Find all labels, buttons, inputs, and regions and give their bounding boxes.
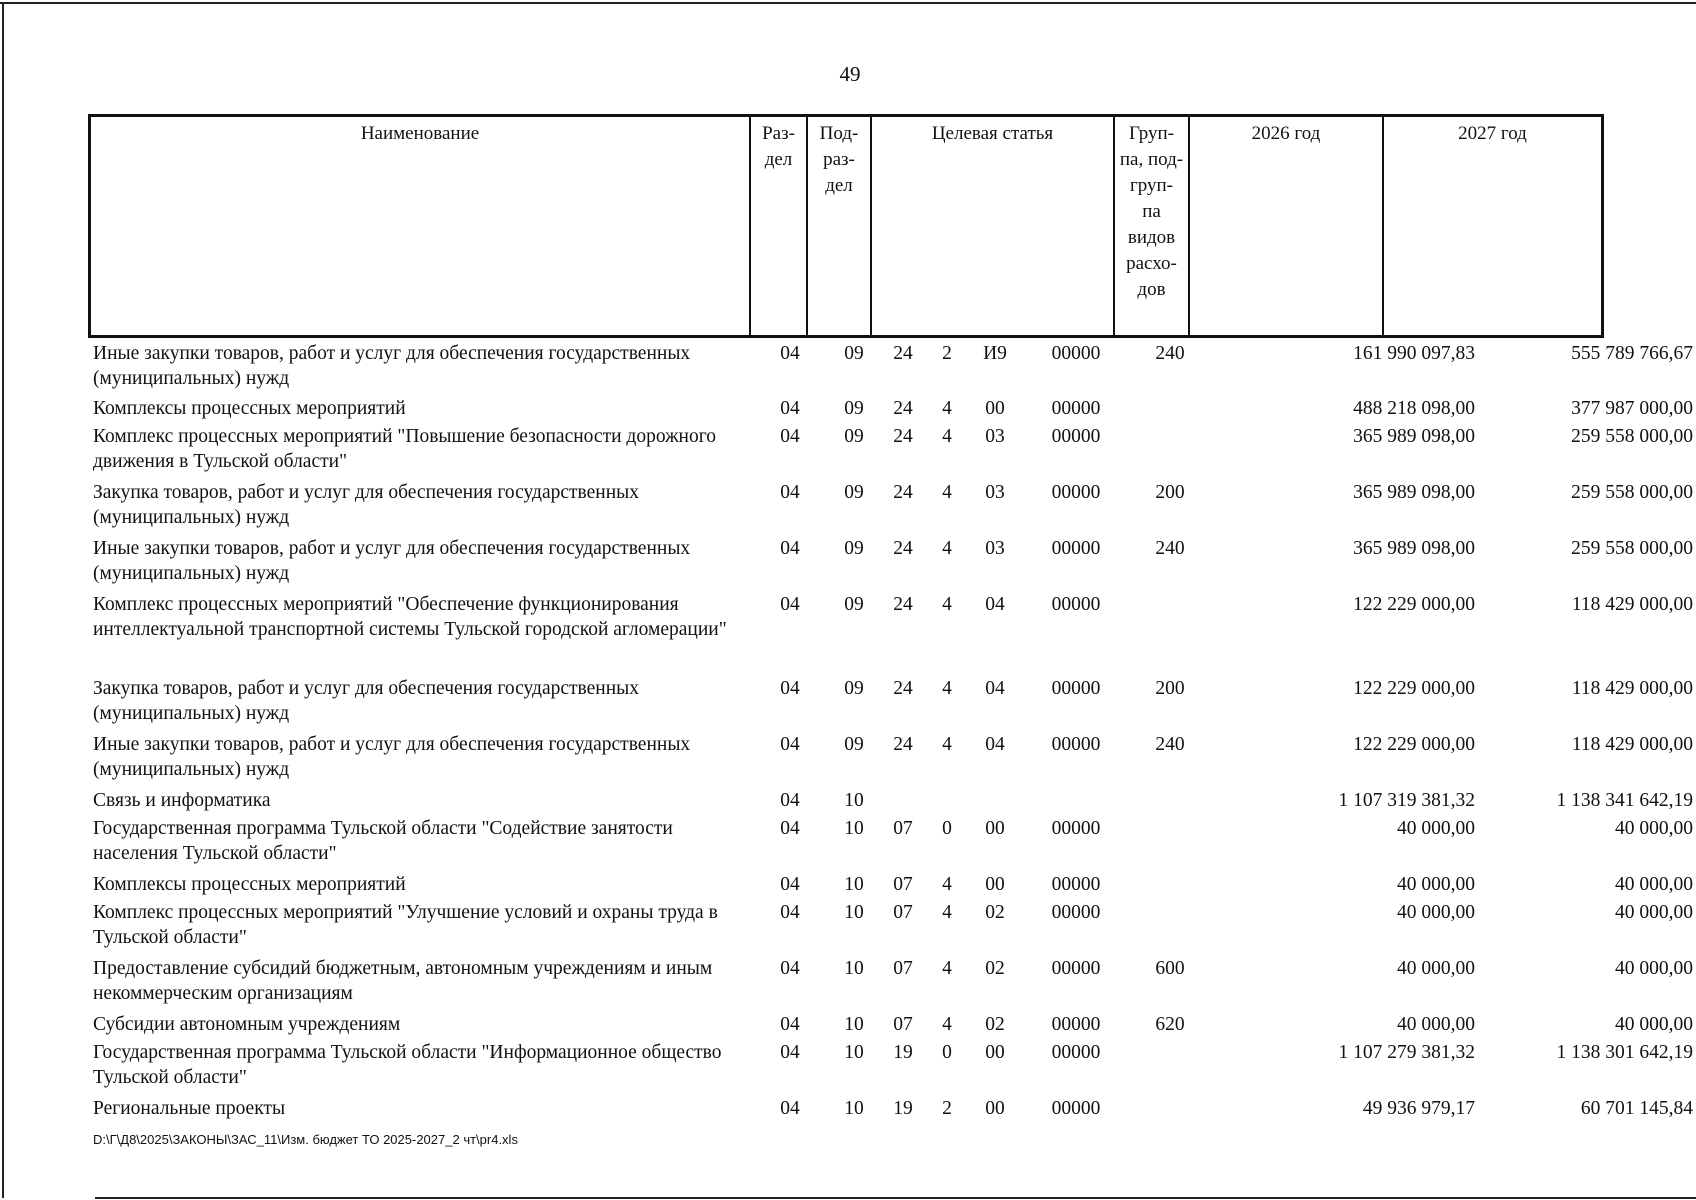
file-path-footer: D:\Г\Д8\2025\ЗАКОНЫ\ЗАС_11\Изм. бюджет ТО 2025-2027_2 чт\pr4.xls — [93, 1132, 518, 1147]
header-podrazdel: Под- раз- дел — [808, 117, 872, 335]
row-2026: 365 989 098,00 — [1353, 482, 1475, 503]
row-target-1: 24 — [893, 426, 913, 447]
row-podrazdel: 09 — [844, 594, 864, 615]
row-2026: 40 000,00 — [1397, 818, 1475, 839]
row-2027: 259 558 000,00 — [1571, 482, 1693, 503]
row-2026: 40 000,00 — [1397, 958, 1475, 979]
row-name: Комплекс процессных мероприятий "Обеспечение функционирования интеллектуальной транспортной системы Тульской городской агломерации" — [93, 594, 727, 640]
row-2027: 555 789 766,67 — [1571, 343, 1693, 364]
row-vr: 240 — [1155, 538, 1185, 559]
row-target-2: 4 — [942, 1014, 952, 1035]
row-2026: 1 107 319 381,32 — [1338, 790, 1475, 811]
row-2027: 259 558 000,00 — [1571, 426, 1693, 447]
row-razdel: 04 — [780, 818, 800, 839]
row-2026: 161 990 097,83 — [1353, 343, 1475, 364]
row-target-4: 00000 — [1051, 482, 1101, 503]
row-podrazdel: 10 — [844, 1014, 864, 1035]
row-razdel: 04 — [780, 790, 800, 811]
row-target-2: 0 — [942, 1042, 952, 1063]
row-target-4: 00000 — [1051, 678, 1101, 699]
row-target-1: 07 — [893, 902, 913, 923]
row-2027: 40 000,00 — [1615, 874, 1693, 895]
row-target-1: 24 — [893, 678, 913, 699]
row-2026: 122 229 000,00 — [1353, 594, 1475, 615]
row-target-4: 00000 — [1051, 426, 1101, 447]
row-2026: 40 000,00 — [1397, 874, 1475, 895]
row-target-4: 00000 — [1051, 734, 1101, 755]
row-vr: 240 — [1155, 343, 1185, 364]
row-2027: 377 987 000,00 — [1571, 398, 1693, 419]
row-2026: 365 989 098,00 — [1353, 426, 1475, 447]
row-podrazdel: 10 — [844, 1042, 864, 1063]
row-target-3: 02 — [985, 958, 1005, 979]
row-target-2: 4 — [942, 426, 952, 447]
row-name: Предоставление субсидий бюджетным, автономным учреждениям и иным некоммерческим организациям — [93, 958, 713, 1004]
row-razdel: 04 — [780, 1042, 800, 1063]
row-target-2: 0 — [942, 818, 952, 839]
row-2026: 122 229 000,00 — [1353, 734, 1475, 755]
row-target-1: 24 — [893, 343, 913, 364]
row-vr: 620 — [1155, 1014, 1185, 1035]
row-vr: 240 — [1155, 734, 1185, 755]
row-podrazdel: 09 — [844, 538, 864, 559]
row-target-3: 02 — [985, 1014, 1005, 1035]
row-target-3: 04 — [985, 594, 1005, 615]
row-target-3: 03 — [985, 482, 1005, 503]
row-2027: 1 138 301 642,19 — [1556, 1042, 1693, 1063]
row-target-2: 4 — [942, 958, 952, 979]
row-target-2: 4 — [942, 482, 952, 503]
row-2027: 40 000,00 — [1615, 818, 1693, 839]
row-target-1: 24 — [893, 734, 913, 755]
row-razdel: 04 — [780, 482, 800, 503]
row-target-1: 24 — [893, 594, 913, 615]
row-razdel: 04 — [780, 1014, 800, 1035]
row-2027: 118 429 000,00 — [1571, 594, 1693, 615]
row-podrazdel: 10 — [844, 818, 864, 839]
row-name: Иные закупки товаров, работ и услуг для обеспечения государственных (муниципальных) нужд — [93, 343, 691, 389]
page-border — [0, 2, 1696, 4]
row-target-2: 4 — [942, 874, 952, 895]
page-border — [2, 2, 4, 1198]
header-name: Наименование — [91, 117, 751, 335]
row-vr: 600 — [1155, 958, 1185, 979]
row-razdel: 04 — [780, 1098, 800, 1119]
row-2027: 40 000,00 — [1615, 958, 1693, 979]
row-name: Комплексы процессных мероприятий — [93, 874, 406, 895]
row-target-4: 00000 — [1051, 538, 1101, 559]
row-name: Комплекс процессных мероприятий "Улучшение условий и охраны труда в Тульской области" — [93, 902, 718, 948]
row-2027: 259 558 000,00 — [1571, 538, 1693, 559]
row-podrazdel: 09 — [844, 482, 864, 503]
row-target-3: И9 — [983, 343, 1007, 364]
row-target-1: 19 — [893, 1042, 913, 1063]
row-target-2: 2 — [942, 1098, 952, 1119]
row-target-2: 2 — [942, 343, 952, 364]
row-target-4: 00000 — [1051, 1014, 1101, 1035]
row-target-4: 00000 — [1051, 818, 1101, 839]
row-target-4: 00000 — [1051, 874, 1101, 895]
row-podrazdel: 09 — [844, 343, 864, 364]
row-2026: 49 936 979,17 — [1362, 1098, 1475, 1119]
row-target-1: 07 — [893, 818, 913, 839]
row-2026: 40 000,00 — [1397, 902, 1475, 923]
row-target-4: 00000 — [1051, 1098, 1101, 1119]
row-podrazdel: 09 — [844, 426, 864, 447]
row-razdel: 04 — [780, 538, 800, 559]
row-target-1: 07 — [893, 958, 913, 979]
page-number: 49 — [839, 62, 861, 86]
row-razdel: 04 — [780, 426, 800, 447]
row-target-2: 4 — [942, 678, 952, 699]
row-2026: 488 218 098,00 — [1353, 398, 1475, 419]
row-target-2: 4 — [942, 594, 952, 615]
row-target-3: 00 — [985, 1042, 1005, 1063]
row-name: Субсидии автономным учреждениям — [93, 1014, 401, 1035]
header-2027: 2027 год — [1458, 123, 1527, 144]
row-target-3: 02 — [985, 902, 1005, 923]
header-2026: 2026 год — [1190, 117, 1384, 335]
row-podrazdel: 09 — [844, 678, 864, 699]
row-razdel: 04 — [780, 594, 800, 615]
row-podrazdel: 09 — [844, 734, 864, 755]
row-razdel: 04 — [780, 902, 800, 923]
row-2027: 118 429 000,00 — [1571, 734, 1693, 755]
header-target: Целевая статья — [872, 117, 1115, 335]
row-target-3: 00 — [985, 874, 1005, 895]
row-target-1: 24 — [893, 398, 913, 419]
row-2026: 40 000,00 — [1397, 1014, 1475, 1035]
row-podrazdel: 10 — [844, 958, 864, 979]
row-target-1: 24 — [893, 482, 913, 503]
row-2027: 118 429 000,00 — [1571, 678, 1693, 699]
row-razdel: 04 — [780, 398, 800, 419]
row-2027: 60 701 145,84 — [1580, 1098, 1693, 1119]
header-vr: Груп- па, под- груп- па видов расхо- дов — [1115, 117, 1190, 335]
row-name: Закупка товаров, работ и услуг для обеспечения государственных (муниципальных) нужд — [93, 482, 640, 528]
row-target-4: 00000 — [1051, 902, 1101, 923]
row-podrazdel: 10 — [844, 874, 864, 895]
row-podrazdel: 10 — [844, 1098, 864, 1119]
row-target-4: 00000 — [1051, 958, 1101, 979]
row-target-3: 00 — [985, 398, 1005, 419]
row-razdel: 04 — [780, 874, 800, 895]
row-2027: 40 000,00 — [1615, 902, 1693, 923]
row-2026: 122 229 000,00 — [1353, 678, 1475, 699]
row-target-1: 19 — [893, 1098, 913, 1119]
row-target-1: 07 — [893, 1014, 913, 1035]
row-target-2: 4 — [942, 734, 952, 755]
row-name: Иные закупки товаров, работ и услуг для обеспечения государственных (муниципальных) нужд — [93, 734, 691, 780]
row-vr: 200 — [1155, 482, 1185, 503]
row-razdel: 04 — [780, 343, 800, 364]
row-name: Государственная программа Тульской области "Содействие занятости населения Тульской области" — [93, 818, 673, 864]
row-target-2: 4 — [942, 902, 952, 923]
table-header — [88, 114, 1604, 338]
row-podrazdel: 09 — [844, 398, 864, 419]
row-target-2: 4 — [942, 398, 952, 419]
row-target-1: 07 — [893, 874, 913, 895]
row-name: Комплексы процессных мероприятий — [93, 398, 406, 419]
row-target-3: 00 — [985, 818, 1005, 839]
row-name: Иные закупки товаров, работ и услуг для обеспечения государственных (муниципальных) нужд — [93, 538, 691, 584]
row-target-3: 03 — [985, 426, 1005, 447]
row-razdel: 04 — [780, 734, 800, 755]
row-target-4: 00000 — [1051, 398, 1101, 419]
row-2026: 365 989 098,00 — [1353, 538, 1475, 559]
row-target-3: 03 — [985, 538, 1005, 559]
page-border — [95, 1197, 1696, 1199]
row-name: Связь и информатика — [93, 790, 271, 811]
row-vr: 200 — [1155, 678, 1185, 699]
row-razdel: 04 — [780, 678, 800, 699]
row-target-4: 00000 — [1051, 1042, 1101, 1063]
row-target-3: 04 — [985, 734, 1005, 755]
row-podrazdel: 10 — [844, 790, 864, 811]
row-target-2: 4 — [942, 538, 952, 559]
row-name: Комплекс процессных мероприятий "Повышение безопасности дорожного движения в Тульской области" — [93, 426, 717, 472]
row-target-4: 00000 — [1051, 343, 1101, 364]
row-2027: 1 138 341 642,19 — [1556, 790, 1693, 811]
row-2026: 1 107 279 381,32 — [1338, 1042, 1475, 1063]
row-2027: 40 000,00 — [1615, 1014, 1693, 1035]
row-target-1: 24 — [893, 538, 913, 559]
row-target-3: 04 — [985, 678, 1005, 699]
row-name: Закупка товаров, работ и услуг для обеспечения государственных (муниципальных) нужд — [93, 678, 640, 724]
row-podrazdel: 10 — [844, 902, 864, 923]
row-target-4: 00000 — [1051, 594, 1101, 615]
row-target-3: 00 — [985, 1098, 1005, 1119]
header-razdel: Раз- дел — [751, 117, 808, 335]
row-razdel: 04 — [780, 958, 800, 979]
row-name: Государственная программа Тульской области "Информационное общество Тульской области" — [93, 1042, 722, 1088]
row-name: Региональные проекты — [93, 1098, 286, 1119]
